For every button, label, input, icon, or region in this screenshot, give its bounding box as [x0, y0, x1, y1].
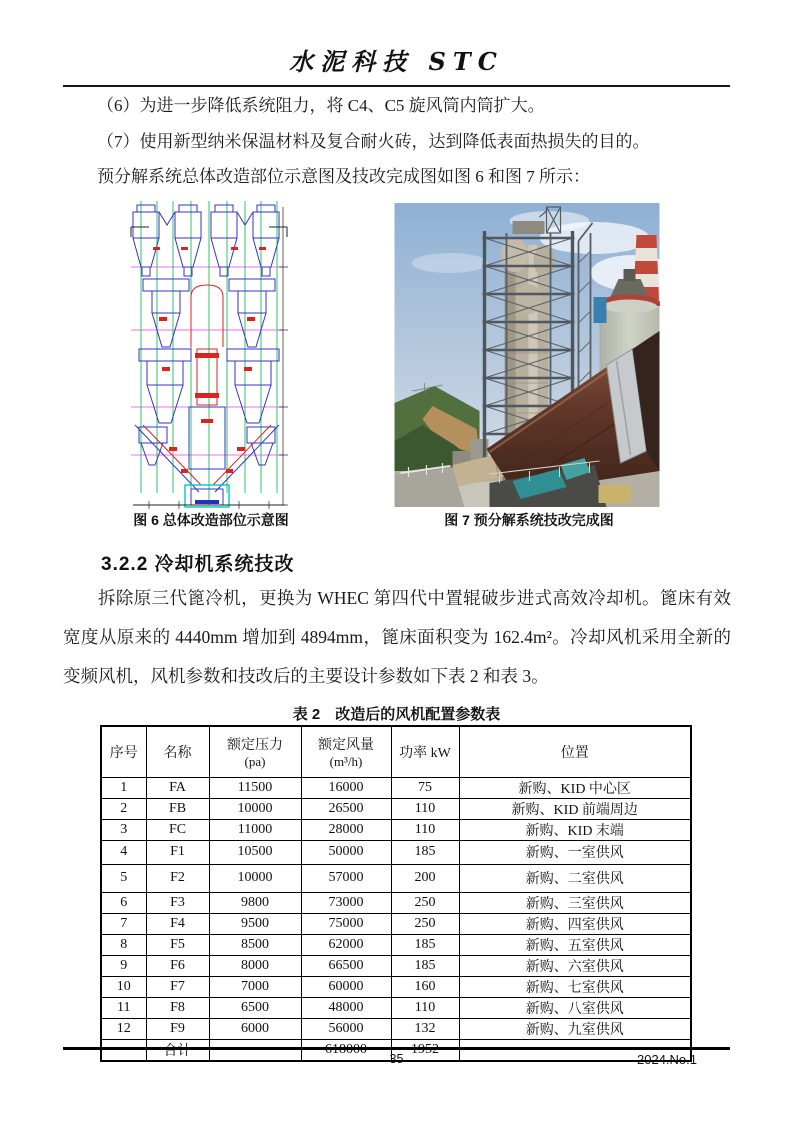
paragraph-item6: （6）为进一步降低系统阻力，将 C4、C5 旋风筒内筒扩大。: [97, 96, 545, 115]
table-cell: 新购、六室供风: [459, 955, 691, 976]
table-cell: 11500: [209, 777, 301, 798]
table-cell: 9: [101, 955, 146, 976]
table-cell: 6500: [209, 997, 301, 1018]
table-cell: 11000: [209, 819, 301, 840]
table-cell: 48000: [301, 997, 391, 1018]
paragraph-cooler: 拆除原三代篦冷机，更换为 WHEC 第四代中置辊破步进式高效冷却机。篦床有效宽度从原来的 4440mm 增加到 4894mm，篦床面积变为 162.4m²。冷却风机采用全新的变频风机，风机参数和技改后的主要设计参数如下表 2 和表 3。: [63, 588, 731, 686]
table-cell: 10: [101, 976, 146, 997]
table-row: [101, 997, 691, 1018]
table-cell: 8500: [209, 934, 301, 955]
table-cell: 110: [391, 798, 459, 819]
paragraph-item7: （7）使用新型纳米保温材料及复合耐火砖，达到降低表面热损失的目的。: [97, 131, 650, 151]
table-cell: 1: [101, 777, 146, 798]
column-header-location: 位置: [459, 726, 691, 777]
header-rule: [63, 85, 730, 87]
table-cell: 合计: [146, 1039, 209, 1061]
fan-parameters-table: [100, 725, 692, 1062]
page-number: 35: [389, 1052, 404, 1066]
column-header-power: 功率 kW: [391, 726, 459, 777]
table-row: [101, 955, 691, 976]
table-cell: 新购、KID 前端周边: [459, 798, 691, 819]
figure7-caption: 图 7 预分解系统技改完成图: [444, 512, 614, 528]
table-cell: 3: [101, 819, 146, 840]
table-cell: 16000: [301, 777, 391, 798]
table-cell: FB: [146, 798, 209, 819]
table-cell: 110: [391, 819, 459, 840]
table-cell: 新购、四室供风: [459, 913, 691, 934]
table-cell: 1952: [391, 1039, 459, 1061]
issue-label: 2024.No.1: [637, 1052, 697, 1067]
table-cell: 132: [391, 1018, 459, 1039]
table-cell: 75000: [301, 913, 391, 934]
table-cell: F3: [146, 892, 209, 913]
table-cell: 11: [101, 997, 146, 1018]
table-cell: FC: [146, 819, 209, 840]
figure6-diagram: [129, 197, 289, 510]
table-cell: 9800: [209, 892, 301, 913]
table-cell: 新购、九室供风: [459, 1018, 691, 1039]
table-row: [101, 1018, 691, 1039]
table-cell: 8: [101, 934, 146, 955]
table-row: [101, 913, 691, 934]
table-cell: 新购、一室供风: [459, 840, 691, 864]
table-cell: 8000: [209, 955, 301, 976]
table-row: [101, 840, 691, 864]
table-cell: 2: [101, 798, 146, 819]
table-cell: F6: [146, 955, 209, 976]
table-cell: 200: [391, 864, 459, 892]
table-cell: 新购、七室供风: [459, 976, 691, 997]
table-cell: 5: [101, 864, 146, 892]
table-cell: 57000: [301, 864, 391, 892]
table-cell: 6000: [209, 1018, 301, 1039]
table-row: [101, 819, 691, 840]
table-cell: F8: [146, 997, 209, 1018]
table-cell: 6: [101, 892, 146, 913]
column-header-pressure: 额定压力 (pa): [209, 726, 301, 777]
table-cell: 10000: [209, 864, 301, 892]
table-cell: 66500: [301, 955, 391, 976]
table-cell: 7: [101, 913, 146, 934]
table-cell: 4: [101, 840, 146, 864]
table-cell: 56000: [301, 1018, 391, 1039]
table-cell: 618000: [301, 1039, 391, 1061]
table-cell: 60000: [301, 976, 391, 997]
table-cell: 185: [391, 934, 459, 955]
table2-title: 表 2 改造后的风机配置参数表: [292, 706, 501, 723]
table-cell: 185: [391, 955, 459, 976]
table-cell: 62000: [301, 934, 391, 955]
journal-title: 水泥科技 STC: [289, 47, 504, 76]
fan-table-body: [101, 777, 691, 1061]
footer-rule: [63, 1047, 730, 1050]
table-cell: 160: [391, 976, 459, 997]
table-row: [101, 798, 691, 819]
table-cell: FA: [146, 777, 209, 798]
table-cell: F1: [146, 840, 209, 864]
column-header-seq: 序号: [101, 726, 146, 777]
table-cell: 新购、三室供风: [459, 892, 691, 913]
figures-row: [63, 197, 730, 535]
table-cell: 10500: [209, 840, 301, 864]
table-cell: 新购、KID 中心区: [459, 777, 691, 798]
table-row: [101, 976, 691, 997]
column-header-name: 名称: [146, 726, 209, 777]
table-cell: 50000: [301, 840, 391, 864]
table-header-row: [101, 726, 691, 777]
table-cell: 新购、二室供风: [459, 864, 691, 892]
figure6-caption: 图 6 总体改造部位示意图: [133, 512, 289, 528]
table-cell: 26500: [301, 798, 391, 819]
table-cell: 250: [391, 913, 459, 934]
table-cell: 250: [391, 892, 459, 913]
table-cell: F9: [146, 1018, 209, 1039]
top-paragraphs: [63, 88, 731, 195]
paragraph-figures-intro: 预分解系统总体改造部位示意图及技改完成图如图 6 和图 7 所示：: [97, 167, 590, 186]
table-cell: 28000: [301, 819, 391, 840]
figure7-photo: [394, 203, 660, 507]
table-cell: 新购、五室供风: [459, 934, 691, 955]
table-cell: F5: [146, 934, 209, 955]
table-cell: 110: [391, 997, 459, 1018]
table-cell: 9500: [209, 913, 301, 934]
section-heading: 3.2.2 冷却机系统技改: [101, 554, 295, 575]
table-cell: 新购、八室供风: [459, 997, 691, 1018]
table-row: [101, 934, 691, 955]
column-header-airflow: 额定风量 (m³/h): [301, 726, 391, 777]
table-cell: 75: [391, 777, 459, 798]
table-cell: 73000: [301, 892, 391, 913]
table-cell: 10000: [209, 798, 301, 819]
table-cell: 185: [391, 840, 459, 864]
table-cell: 新购、KID 末端: [459, 819, 691, 840]
table-cell: F2: [146, 864, 209, 892]
table-row: [101, 777, 691, 798]
table-row: [101, 892, 691, 913]
table-cell: 12: [101, 1018, 146, 1039]
table-row: [101, 864, 691, 892]
table-cell: F4: [146, 913, 209, 934]
table-cell: 7000: [209, 976, 301, 997]
table-cell: F7: [146, 976, 209, 997]
